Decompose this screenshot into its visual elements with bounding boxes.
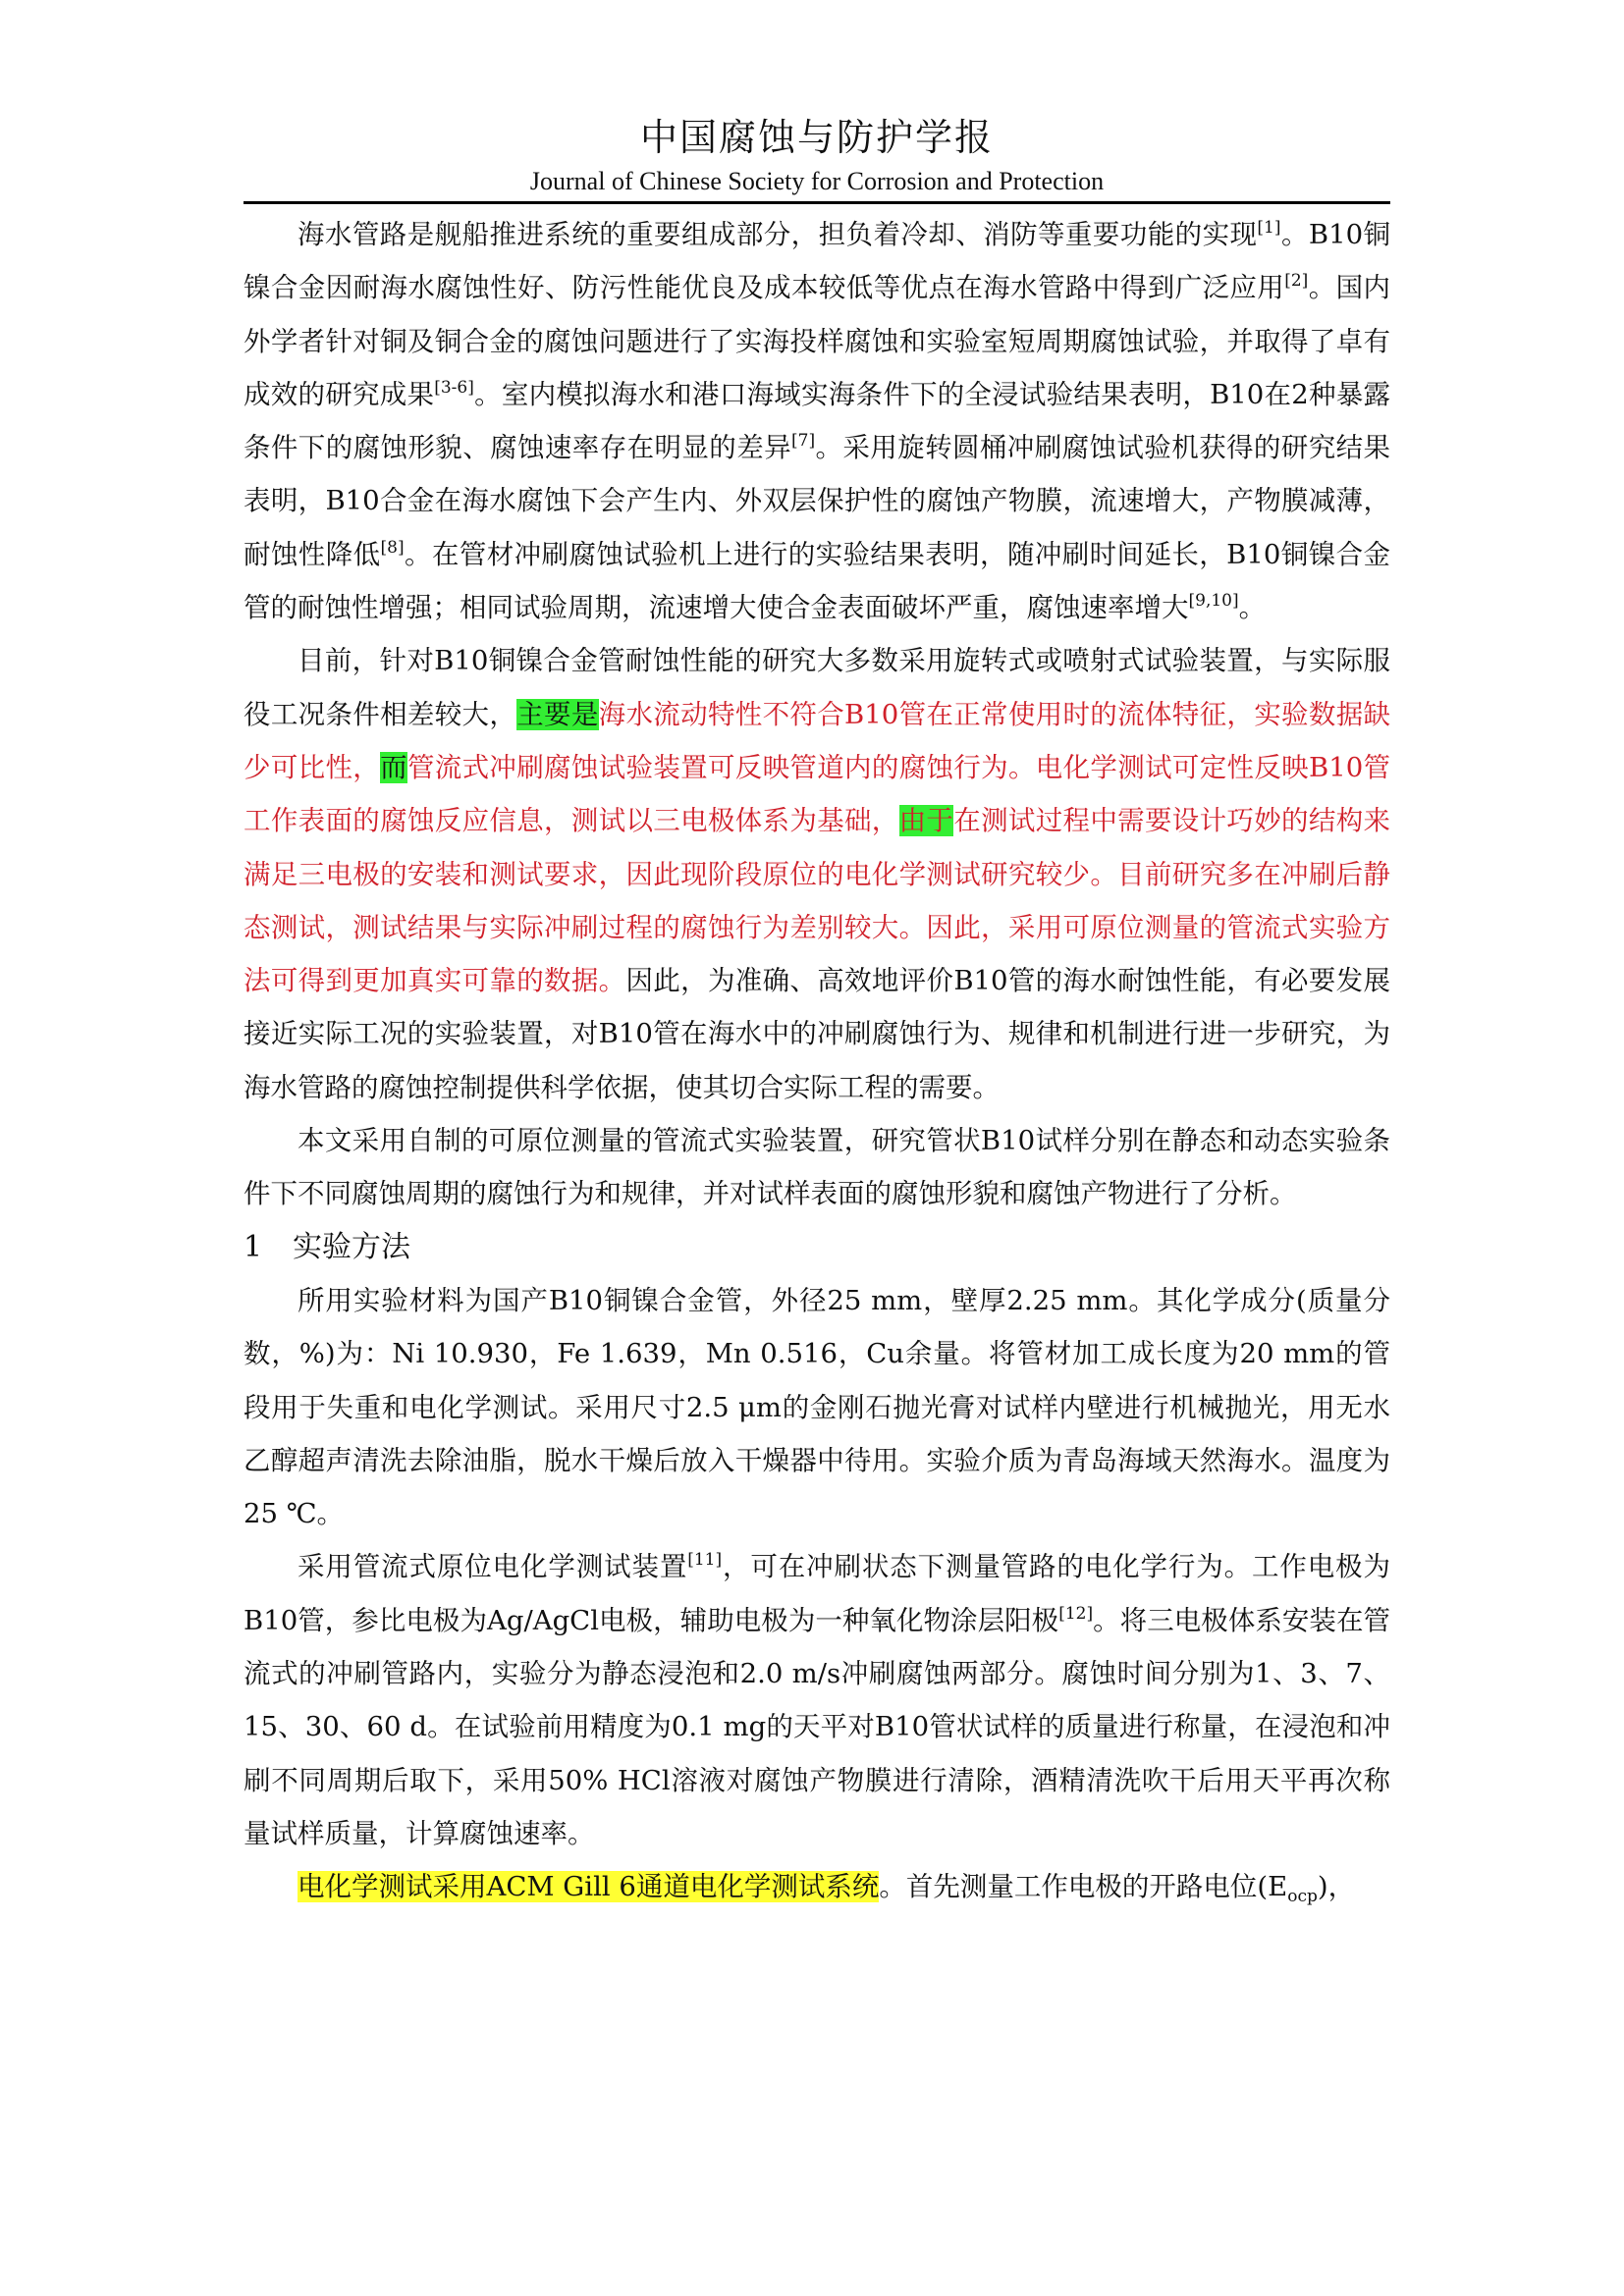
paragraph-intro-3: 本文采用自制的可原位测量的管流式实验装置，研究管状B10试样分别在静态和动态实验条件下不同腐蚀周期的腐蚀行为和规律，并对试样表面的腐蚀形貌和腐蚀产物进行了分析。 — [244, 1125, 1390, 1210]
text-run: 。采用旋转圆桶冲刷腐蚀试验机获得的研究结果表明，B10合金在海水腐蚀下会产生内、外双层保护性的腐蚀产物膜，流速增大，产物膜减薄，耐蚀性降低 — [244, 432, 1391, 570]
text-run: 。国内外学者针对铜及铜合金的腐蚀问题进行了实海投样腐蚀和实验室短周期腐蚀试验，并取得了卓有成效的研究成果 — [244, 272, 1390, 410]
paragraph-electrochem — [244, 1860, 1390, 1913]
text-run: 。将三电极体系安装在管流式的冲刷管路内，实验分为静态浸泡和2.0 m/s冲刷腐蚀两部分。腐蚀时间分别为1、3、7、15、30、60 d。在试验前用精度为0.1 mg的天平对B10管状试样的质量进行称量，在浸泡和冲刷不同周期后取下，采用50% HCl溶液对腐蚀产物膜进行清除，酒精清洗吹干后用天平再次称量试样质量，计算腐蚀速率。 — [244, 1604, 1390, 1849]
article-body — [244, 208, 1390, 1914]
text-run: )， — [1317, 1871, 1356, 1903]
section-title: 实验方法 — [293, 1229, 410, 1264]
subscript: ocp — [1287, 1887, 1318, 1907]
text-run: 。B10铜镍合金因耐海水腐蚀性好、防污性能优良及成本较低等优点在海水管路中得到广泛应用 — [244, 219, 1390, 304]
paragraph-intro-2 — [244, 634, 1390, 1114]
citation: [12] — [1058, 1603, 1094, 1624]
section-number: 1 — [244, 1229, 263, 1264]
text-run: 采用管流式原位电化学测试装置 — [298, 1551, 688, 1583]
citation: [3-6] — [434, 377, 474, 398]
text-run: 目前，针对B10铜镍合金管耐蚀性能的研究大多数采用旋转式或喷射式试验装置，与实际服役工况条件相差较大， — [244, 645, 1390, 730]
paragraph-materials: 所用实验材料为国产B10铜镍合金管，外径25 mm，壁厚2.25 mm。其化学成分(质量分数，%)为：Ni 10.930，Fe 1.639，Mn 0.516，Cu余量。将管材加工成长度为20 mm的管段用于失重和电化学测试。采用尺寸2.5 μm的金刚石抛光膏对试样内壁进行机械抛光，用无水乙醇超声清洗去除油脂，脱水干燥后放入干燥器中待用。实验介质为青岛海域天然海水。温度为25 ℃。 — [244, 1284, 1390, 1530]
highlight-yellow: 电化学测试采用ACM Gill 6通道电化学测试系统 — [298, 1871, 880, 1903]
citation: [8] — [380, 537, 405, 558]
citation: [1] — [1257, 218, 1281, 238]
text-run: 。室内模拟海水和港口海域实海条件下的全浸试验结果表明，B10在2种暴露条件下的腐蚀形貌、腐蚀速率存在明显的差异 — [244, 378, 1391, 464]
citation: [11] — [687, 1550, 723, 1571]
citation: [7] — [791, 431, 816, 452]
section-heading — [244, 1221, 1390, 1274]
paragraph-intro-1 — [244, 208, 1390, 634]
red-text: 在测试过程中需要设计巧妙的结构来满足三电极的安装和测试要求，因此现阶段原位的电化学测试研究较少。目前研究多在冲刷后静态测试，测试结果与实际冲刷过程的腐蚀行为差别较大。因此，采用可原位测量的管流式实验方法可得到更加真实可靠的数据。 — [244, 805, 1391, 997]
highlight-green: 而 — [380, 751, 407, 783]
text-run: 海水管路是舰船推进系统的重要组成部分，担负着冷却、消防等重要功能的实现 — [298, 219, 1258, 250]
text-run: 。首先测量工作电极的开路电位(E — [879, 1871, 1288, 1903]
paragraph-apparatus — [244, 1540, 1390, 1860]
red-text: 管流式冲刷腐蚀试验装置可反映管道内的腐蚀行为。电化学测试可定性反映B10管工作表面的腐蚀反应信息，测试以三电极体系为基础， — [244, 751, 1391, 837]
text-run: 因此，为准确、高效地评价B10管的海水耐蚀性能，有必要发展接近实际工况的实验装置，对B10管在海水中的冲刷腐蚀行为、规律和机制进行进一步研究，为海水管路的腐蚀控制提供科学依据，使其切合实际工程的需要。 — [244, 965, 1391, 1103]
highlight-green: 由于 — [898, 805, 954, 837]
red-text: 海水流动特性不符合B10管在正常使用时的流体特征，实验数据缺少可比性， — [244, 698, 1391, 783]
journal-title-en: Journal of Chinese Society for Corrosion and Protection — [529, 167, 1105, 195]
text-run: 。在管材冲刷腐蚀试验机上进行的实验结果表明，随冲刷时间延长，B10铜镍合金管的耐蚀性增强；相同试验周期，流速增大使合金表面破坏严重，腐蚀速率增大 — [244, 538, 1391, 624]
journal-header — [244, 110, 1390, 198]
journal-title-cn: 中国腐蚀与防护学报 — [639, 116, 994, 159]
text-run: ，可在冲刷状态下测量管路的电化学行为。工作电极为B10管，参比电极为Ag/AgCl电极，辅助电极为一种氧化物涂层阳极 — [244, 1551, 1391, 1636]
header-divider — [244, 201, 1390, 204]
citation: [9,10] — [1188, 591, 1239, 612]
highlight-green: 主要是 — [516, 698, 599, 730]
citation: [2] — [1284, 271, 1309, 292]
text-run: 。 — [1238, 592, 1267, 624]
